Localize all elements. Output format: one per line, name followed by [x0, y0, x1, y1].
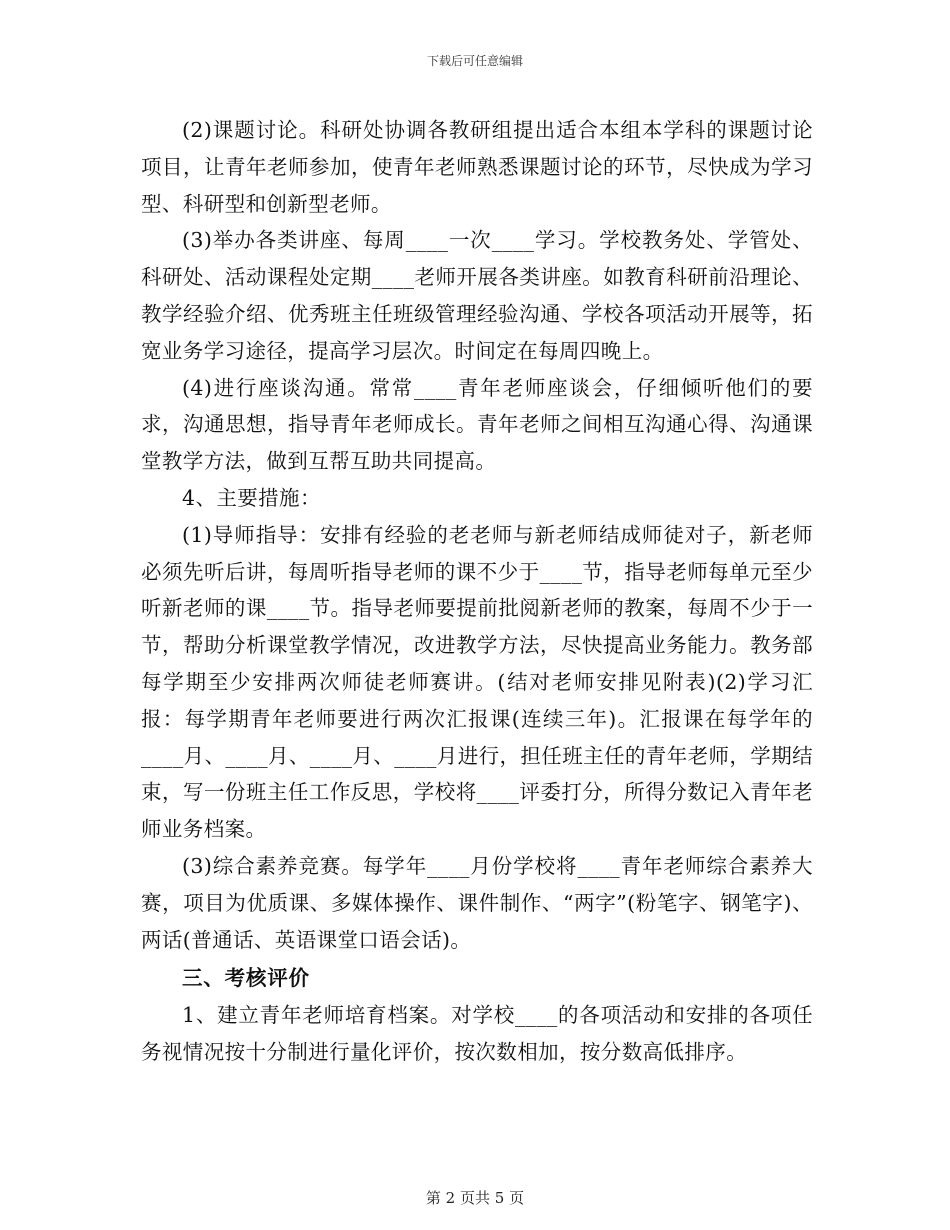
paragraph-topic-discussion: (2)课题讨论。科研处协调各教研组提出适合本组本学科的课题讨论项目，让青年老师参加，使青年老师熟悉课题讨论的环节，尽快成为学习型、科研型和创新型老师。	[141, 118, 813, 216]
paragraph-competition: (3)综合素养竞赛。每学年____月份学校将____青年老师综合素养大赛，项目为优质课、多媒体操作、课件制作、“两字”(粉笔字、钢笔字)、两话(普通话、英语课堂口语会话)。	[141, 853, 813, 952]
paragraph-lectures: (3)举办各类讲座、每周____一次____学习。学校教务处、学管处、科研处、活动课程处定期____老师开展各类讲座。如教育科研前沿理论、教学经验介绍、优秀班主任班级管理经验沟通、学校各项活动开展等，拓宽业务学习途径，提高学习层次。时间定在每周四晚上。	[141, 228, 813, 363]
paragraph-main-measures: 4、主要措施：	[182, 485, 321, 510]
page-footer: 第 2 页共 5 页	[425, 1189, 525, 1207]
page-header: 下载后可任意编辑	[426, 54, 523, 68]
paragraph-mentor-guidance: (1)导师指导：安排有经验的老老师与新老师结成师徒对子，新老师必须先听后讲，每周听指导老师的课不少于____节，指导老师每单元至少听新老师的课____节。指导老师要提前批阅新老师的教案，每周不少于一节，帮助分析课堂教学情况，改进教学方法，尽快提高业务能力。教务部每学期至少安排两次师徒老师赛讲。(结对老师安排见附表)(2)学习汇报：每学期青年老师要进行两次汇报课(连续三年)。汇报课在每学年的____月、____月、____月、____月进行，担任班主任的青年老师，学期结束，写一份班主任工作反思，学校将____评委打分，所得分数记入青年老师业务档案。	[141, 522, 813, 842]
paragraph-training-archive: 1、建立青年老师培育档案。对学校____的各项活动和安排的各项任务视情况按十分制进行量化评价，按次数相加，按分数高低排序。	[141, 1003, 813, 1064]
document-body	[141, 112, 813, 1071]
paragraph-symposium: (4)进行座谈沟通。常常____青年老师座谈会，仔细倾听他们的要求，沟通思想，指导青年老师成长。青年老师之间相互沟通心得、沟通课堂教学方法，做到互帮互助共同提高。	[141, 375, 813, 474]
section-heading-evaluation: 三、考核评价	[182, 966, 310, 991]
